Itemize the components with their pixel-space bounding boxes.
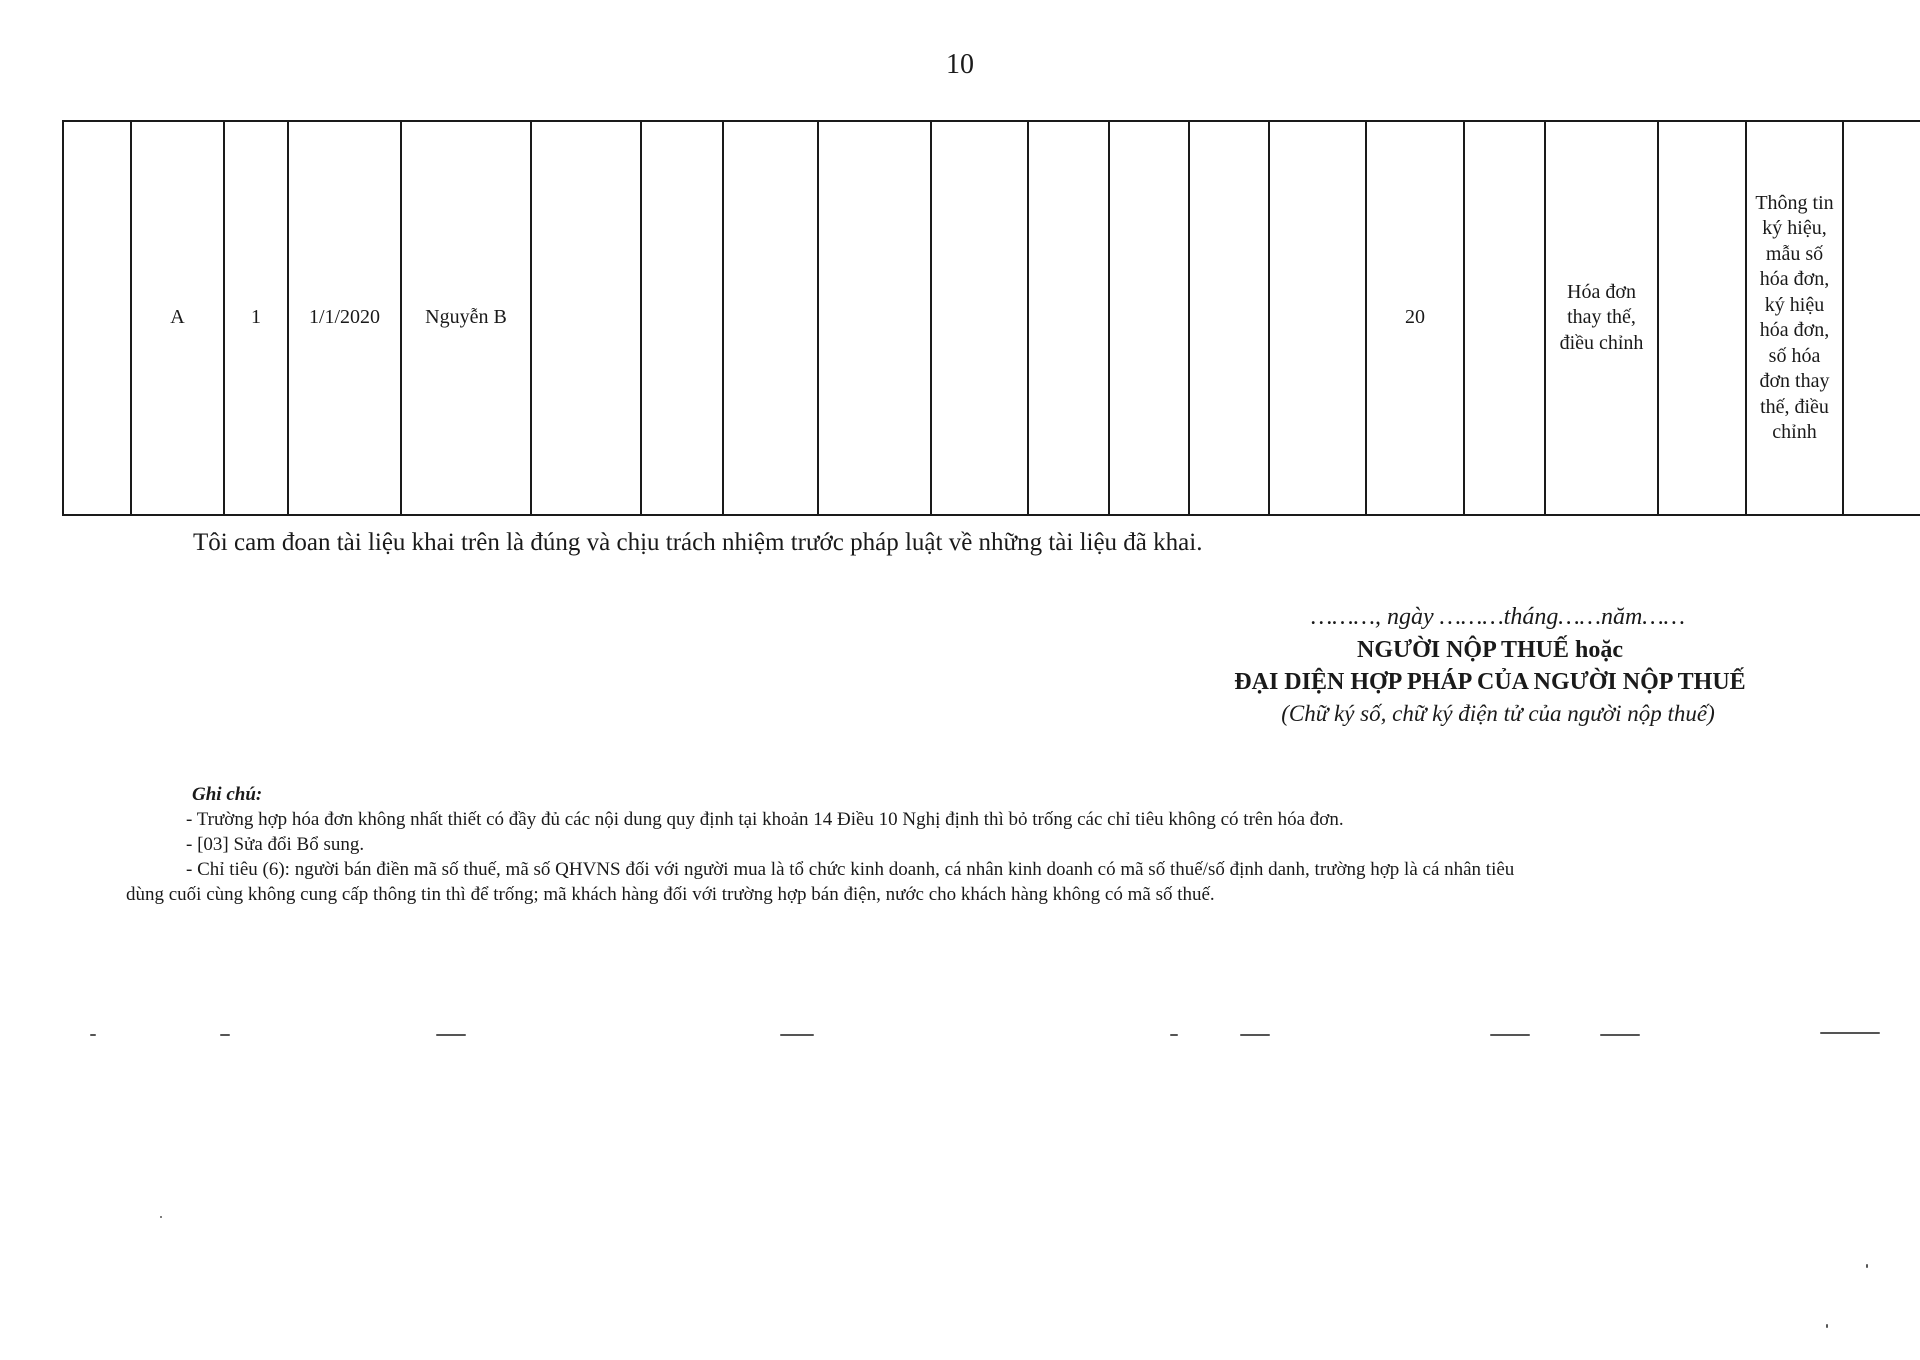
invoice-table-wrap — [62, 120, 1846, 516]
table-cell — [641, 121, 723, 515]
note-line: - Trường hợp hóa đơn không nhất thiết có đầy đủ các nội dung quy định tại khoản 14 Điều 10 Nghị định thì bỏ trống các chỉ tiêu không có trên hóa đơn. — [186, 809, 1344, 830]
table-cell — [1189, 121, 1269, 515]
signature-date-line: ………, ngày ………tháng……năm…… — [1310, 604, 1686, 630]
table-cell-invoice-status: Hóa đơn thay thế, điều chỉnh — [1545, 121, 1658, 515]
table-cell-amount: 20 — [1366, 121, 1464, 515]
signature-note: (Chữ ký số, chữ ký điện tử của người nộp thuế) — [1281, 701, 1715, 726]
declaration-text: Tôi cam đoan tài liệu khai trên là đúng và chịu trách nhiệm trước pháp luật về những tài liệu đã khai. — [193, 529, 1203, 556]
table-cell — [818, 121, 931, 515]
table-cell — [63, 121, 131, 515]
signature-title-line1: NGƯỜI NỘP THUẾ hoặc — [1356, 637, 1624, 663]
notes-section — [126, 782, 1806, 907]
scan-speck — [780, 1034, 814, 1036]
table-cell-buyer-name: Nguyễn B — [401, 121, 531, 515]
table-cell-a: A — [131, 121, 224, 515]
table-cell — [1028, 121, 1109, 515]
table-cell-invoice-reference: Thông tin ký hiệu, mẫu số hóa đơn, ký hiệu hóa đơn, số hóa đơn thay thế, điều chỉnh — [1746, 121, 1843, 515]
table-cell — [1269, 121, 1366, 515]
table-row — [63, 121, 1920, 515]
scan-speck — [90, 1034, 96, 1036]
scan-speck — [1170, 1034, 1178, 1036]
scan-speck — [1600, 1034, 1640, 1036]
table-cell — [723, 121, 818, 515]
signature-title-line2: ĐẠI DIỆN HỢP PHÁP CỦA NGƯỜI NỘP THUẾ — [1234, 669, 1746, 695]
scan-speck — [1866, 1264, 1868, 1268]
page-number: 10 — [946, 49, 974, 80]
table-cell — [1464, 121, 1545, 515]
table-cell — [1843, 121, 1920, 515]
scan-speck — [436, 1034, 466, 1036]
note-line: - [03] Sửa đổi Bổ sung. — [186, 834, 365, 855]
scan-speck — [220, 1034, 230, 1036]
scan-speck — [1240, 1034, 1270, 1036]
table-cell — [931, 121, 1028, 515]
note-line: - Chỉ tiêu (6): người bán điền mã số thuế, mã số QHVNS đối với người mua là tổ chức kinh doanh, cá nhân kinh doanh có mã số thuế/số định danh, trường hợp là cá nhân tiêu — [186, 859, 1515, 880]
signature-block — [1040, 601, 1920, 730]
table-cell-date: 1/1/2020 — [288, 121, 401, 515]
scan-speck — [1826, 1324, 1828, 1328]
table-cell — [1658, 121, 1746, 515]
note-line-continuation: dùng cuối cùng không cung cấp thông tin thì để trống; mã khách hàng đối với trường hợp bán điện, nước cho khách hàng không có mã số thuế. — [126, 884, 1215, 905]
scan-speck — [160, 1216, 162, 1218]
notes-title: Ghi chú: — [192, 784, 263, 805]
table-cell — [531, 121, 641, 515]
scan-speck — [1490, 1034, 1530, 1036]
scan-speck — [1820, 1032, 1880, 1034]
table-cell-stt: 1 — [224, 121, 288, 515]
invoice-table — [62, 120, 1920, 516]
table-cell — [1109, 121, 1189, 515]
